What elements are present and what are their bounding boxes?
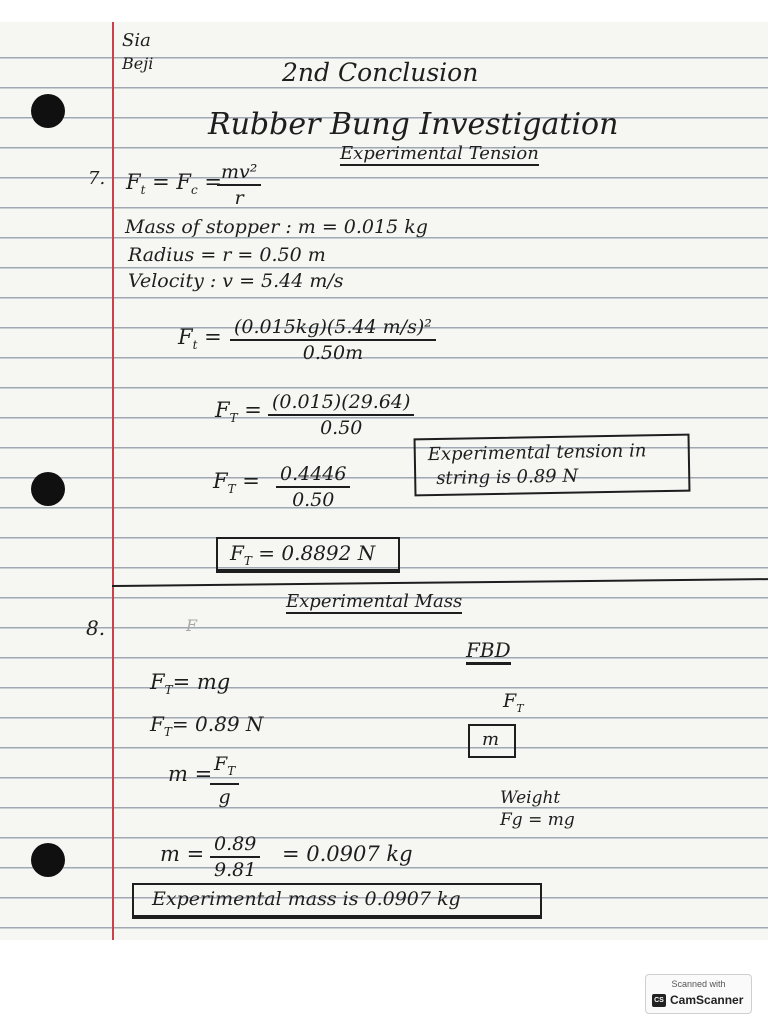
student-name-first: Sia — [122, 30, 151, 51]
mass-equation-2: $F_T= 0.89$ N — [150, 712, 264, 739]
final-mass-fraction: $\frac{0.89}{9.81}$ — [210, 832, 260, 882]
punch-hole-bottom — [31, 843, 65, 877]
question-number-8: 8. — [86, 616, 106, 640]
step3-lhs: $F_T$ = — [213, 469, 260, 497]
tension-formula-fraction: $\frac{\text{mv²}}{r}$ — [217, 160, 261, 210]
mass-conclusion: Experimental mass is 0.0907 kg — [152, 888, 461, 910]
step2-lhs: $F_T$ = — [215, 398, 262, 426]
conclusion-title: 2nd Conclusion — [282, 58, 479, 87]
mass-equation-1: $F_T=$ mg — [150, 670, 231, 698]
step2-fraction: $\frac{(0.015)(29.64)}{0.50}$ — [268, 390, 414, 440]
fbd-title: FBD — [466, 638, 511, 665]
student-name-second: Beji — [122, 54, 154, 73]
radius-value: Radius = r = 0.50 m — [128, 244, 326, 266]
punch-hole-top — [31, 94, 65, 128]
fbd-gravity-force: Fg = mg — [500, 810, 575, 830]
tension-result-box — [216, 537, 400, 573]
margin-line — [112, 22, 114, 940]
velocity-value: Velocity : v = 5.44 m/s — [128, 270, 344, 292]
mass-equation-3-lhs: m = — [168, 762, 213, 786]
mass-conclusion-box — [132, 883, 542, 919]
stray-pencil-mark: F — [186, 616, 198, 635]
step1-fraction: $\frac{\text{(0.015kg)(5.44 m/s)²}}{0.50m}$ — [230, 315, 436, 365]
tension-conclusion-line2: string is 0.89 N — [436, 465, 579, 490]
experimental-tension-heading: Experimental Tension — [340, 143, 539, 164]
step3-fraction: $\frac{0.4446}{0.50}$ — [276, 462, 350, 512]
camscanner-logo-icon: CS — [652, 994, 666, 1007]
scanned-with-text: Scanned with — [671, 979, 726, 989]
tension-formula: $F_t = F_c$ = — [126, 170, 222, 198]
mass-equation-3-fraction: $\frac{F_T}{g}$ — [210, 752, 239, 809]
fbd-mass-box — [468, 724, 516, 758]
tension-conclusion-box — [414, 434, 691, 497]
tension-conclusion-line1: Experimental tension in — [427, 440, 647, 466]
final-mass-rhs: = 0.0907 kg — [282, 842, 413, 866]
step1-lhs: $F_t$ = — [178, 325, 222, 353]
final-mass-lhs: m = — [160, 842, 205, 866]
fbd-mass-label: m — [482, 729, 500, 750]
fbd-weight-label: Weight — [500, 788, 561, 808]
page-title: Rubber Bung Investigation — [208, 107, 619, 142]
tension-result: $F_T = 0.8892$ N — [230, 541, 376, 568]
camscanner-name: CamScanner — [670, 993, 744, 1007]
question-number-7: 7. — [88, 168, 106, 189]
mass-of-stopper: Mass of stopper : m = 0.015 kg — [125, 216, 428, 238]
camscanner-watermark — [645, 974, 752, 1014]
punch-hole-middle — [31, 472, 65, 506]
fbd-tension-label: $F_T$ — [503, 690, 524, 715]
experimental-mass-heading: Experimental Mass — [286, 591, 463, 612]
